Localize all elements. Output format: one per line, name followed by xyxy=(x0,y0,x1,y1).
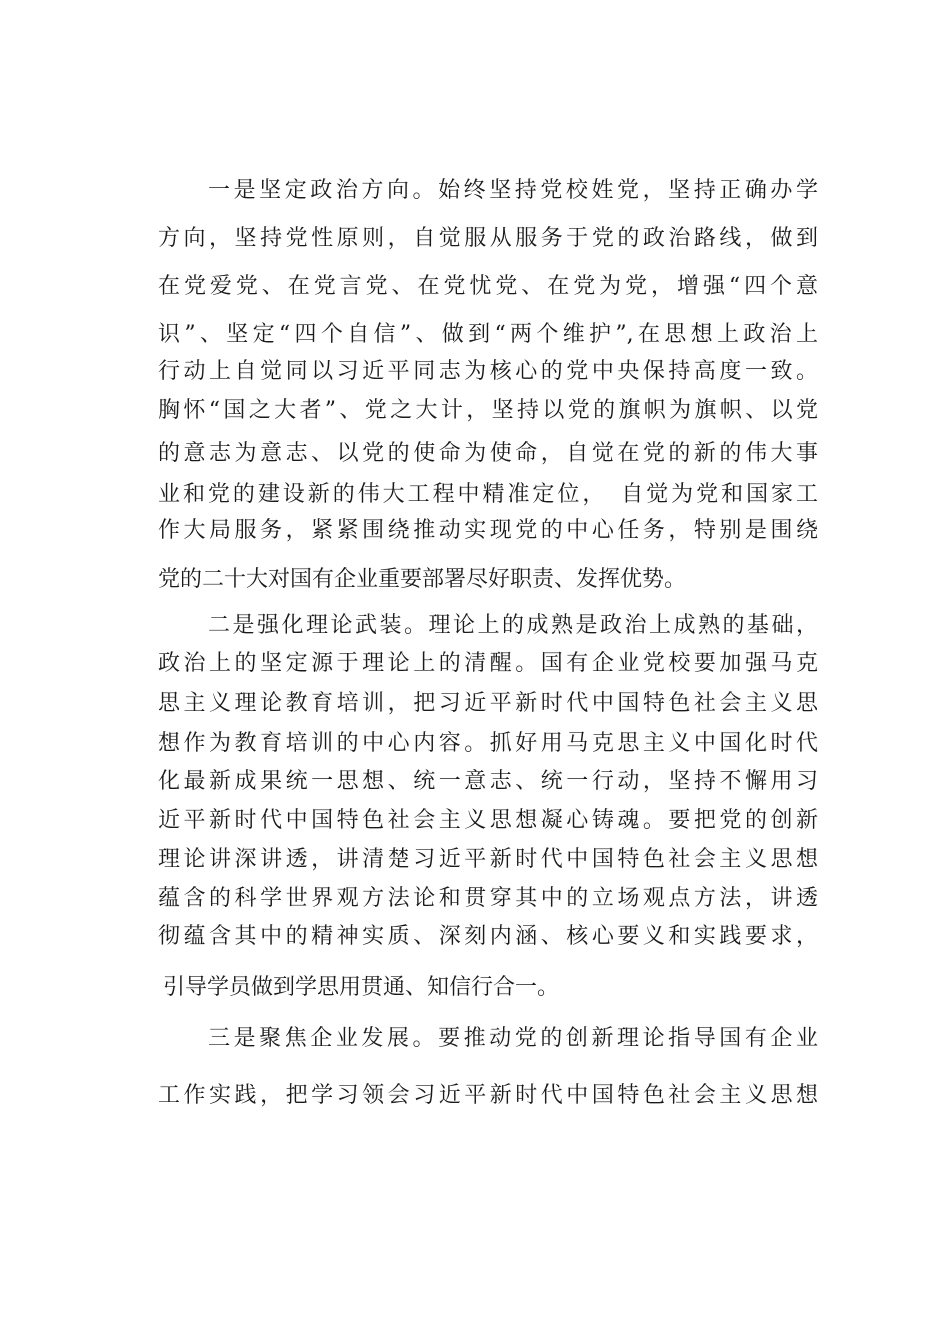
paragraph-3-line-2: 工作实践，把学习领会习近平新时代中国特色社会主义思想 xyxy=(158,1083,818,1108)
paragraph-1-line-7: 的意志为意志、以党的使命为使命，自觉在党的新的伟大事 xyxy=(158,441,818,466)
paragraph-1-line-10: 党的二十大对国有企业重要部署尽好职责、发挥优势。 xyxy=(158,567,687,592)
paragraph-2-line-8: 蕴含的科学世界观方法论和贯穿其中的立场观点方法，讲透 xyxy=(158,886,818,911)
paragraph-2-line-3: 思主义理论教育培训，把习近平新时代中国特色社会主义思 xyxy=(158,691,818,716)
paragraph-1-line-4: 识”、坚定“四个自信”、做到“两个维护”,在思想上政治上 xyxy=(158,322,818,347)
paragraph-1-line-5: 行动上自觉同以习近平同志为核心的党中央保持高度一致。 xyxy=(158,359,818,384)
paragraph-1-line-3: 在党爱党、在党言党、在党忧党、在党为党，增强“四个意 xyxy=(158,274,818,299)
paragraph-2-line-5: 化最新成果统一思想、统一意志、统一行动，坚持不懈用习 xyxy=(158,769,818,794)
paragraph-1-line-1: 一是坚定政治方向。始终坚持党校姓党，坚持正确办学 xyxy=(208,178,818,203)
paragraph-1-line-6: 胸怀“国之大者”、党之大计，坚持以党的旗帜为旗帜、以党 xyxy=(158,398,818,423)
paragraph-2-line-7: 理论讲深讲透，讲清楚习近平新时代中国特色社会主义思想 xyxy=(158,847,818,872)
paragraph-1-line-2: 方向，坚持党性原则，自觉服从服务于党的政治路线，做到 xyxy=(158,226,818,251)
paragraph-2-line-10: 引导学员做到学思用贯通、知信行合一。 xyxy=(163,975,560,1000)
paragraph-2-line-9: 彻蕴含其中的精神实质、深刻内涵、核心要义和实践要求， xyxy=(158,924,818,949)
paragraph-2-line-4: 想作为教育培训的中心内容。抓好用马克思主义中国化时代 xyxy=(158,731,818,756)
paragraph-1-line-8: 业和党的建设新的伟大工程中精准定位， 自觉为党和国家工 xyxy=(158,482,818,507)
paragraph-2-line-1: 二是强化理论武装。理论上的成熟是政治上成熟的基础， xyxy=(208,613,818,638)
paragraph-1-line-9: 作大局服务，紧紧围绕推动实现党的中心任务，特别是围绕 xyxy=(158,518,818,543)
paragraph-2-line-2: 政治上的坚定源于理论上的清醒。国有企业党校要加强马克 xyxy=(158,651,818,676)
paragraph-2-line-6: 近平新时代中国特色社会主义思想凝心铸魂。要把党的创新 xyxy=(158,808,818,833)
paragraph-3-line-1: 三是聚焦企业发展。要推动党的创新理论指导国有企业 xyxy=(208,1026,818,1051)
